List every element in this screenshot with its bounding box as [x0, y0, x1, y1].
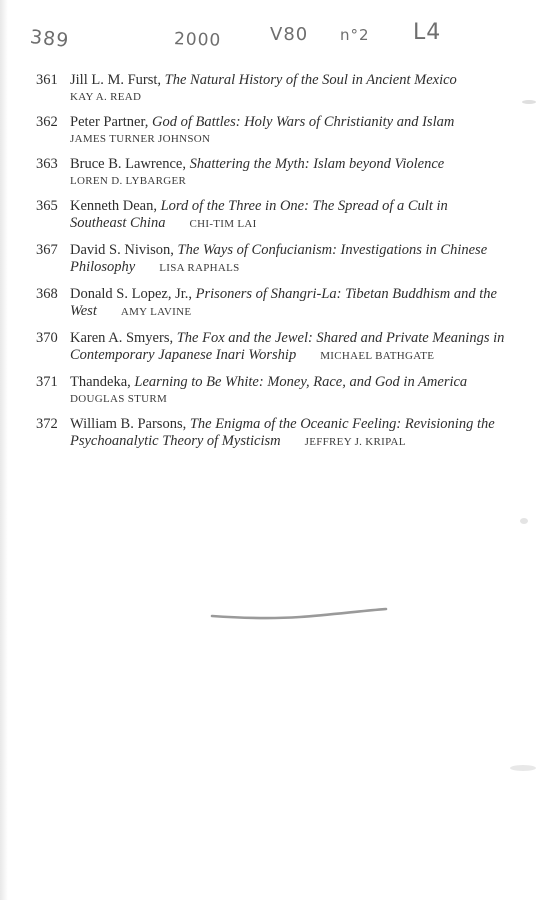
paper-smudge: [520, 518, 528, 524]
entry-text: [70, 198, 506, 233]
entry-text: [70, 242, 506, 277]
page-number: 367: [36, 242, 58, 258]
list-item: [36, 330, 506, 365]
review-contents-list: [36, 72, 506, 460]
page-number: 361: [36, 72, 58, 88]
entry-text: [70, 72, 506, 105]
handwritten-note: n°2: [340, 26, 370, 44]
entry-text: [70, 330, 506, 365]
list-item: [36, 286, 506, 321]
book-title: The Ways of Confucianism: Investigations in Chinese Philosophy: [70, 242, 488, 275]
book-title: The Fox and the Jewel: Shared and Private Meanings in Contemporary Japanese Inari Worship: [70, 330, 505, 363]
page-number: 362: [36, 114, 58, 130]
reviewer-name: JEFFREY J. KRIPAL: [304, 436, 406, 448]
reviewer-name: DOUGLAS STURM: [70, 393, 168, 405]
list-item: [36, 374, 506, 407]
book-title: Learning to Be White: Money, Race, and God in America: [134, 374, 468, 390]
list-item: [36, 114, 506, 147]
list-item: [36, 198, 506, 233]
page-number: 363: [36, 156, 58, 172]
book-author: Donald S. Lopez, Jr.,: [70, 286, 196, 302]
entry-text: [70, 286, 506, 321]
page-number: 365: [36, 198, 58, 214]
reviewer-name: MICHAEL BATHGATE: [320, 350, 435, 362]
page-number: 372: [36, 416, 58, 432]
handwritten-note: L4: [413, 20, 442, 45]
book-title: Lord of the Three in One: The Spread of a Cult in Southeast China: [70, 198, 448, 231]
list-item: [36, 416, 506, 451]
list-item: [36, 72, 506, 105]
reviewer-name: LOREN D. LYBARGER: [70, 175, 187, 187]
book-title: The Enigma of the Oceanic Feeling: Revisioning the Psychoanalytic Theory of Mysticism: [70, 416, 495, 449]
list-item: [36, 156, 506, 189]
reviewer-name: LISA RAPHALS: [159, 262, 240, 274]
pencil-stroke-mark: [210, 602, 390, 626]
book-author: Kenneth Dean,: [70, 198, 161, 214]
book-author: William B. Parsons,: [70, 416, 190, 432]
book-author: Bruce B. Lawrence,: [70, 156, 190, 172]
entry-text: [70, 114, 506, 147]
entry-text: [70, 416, 506, 451]
book-author: Thandeka,: [70, 374, 135, 390]
entry-text: [70, 156, 506, 189]
book-title: Shattering the Myth: Islam beyond Violence: [189, 156, 445, 172]
book-author: Karen A. Smyers,: [70, 330, 177, 346]
reviewer-name: JAMES TURNER JOHNSON: [70, 133, 211, 145]
scan-edge-shadow: [0, 0, 8, 900]
handwritten-notations: [0, 22, 544, 58]
page-number: 371: [36, 374, 58, 390]
page-number: 368: [36, 286, 58, 302]
book-author: Jill L. M. Furst,: [70, 72, 165, 88]
list-item: [36, 242, 506, 277]
paper-smudge: [522, 100, 536, 104]
book-author: David S. Nivison,: [70, 242, 178, 258]
paper-smudge: [510, 765, 536, 771]
entry-text: [70, 374, 506, 407]
book-title: Prisoners of Shangri-La: Tibetan Buddhism and the West: [70, 286, 497, 319]
reviewer-name: CHI-TIM LAI: [189, 218, 257, 230]
book-author: Peter Partner,: [70, 114, 152, 130]
reviewer-name: AMY LAVINE: [120, 306, 192, 318]
handwritten-note: 389: [28, 26, 71, 52]
book-title: God of Battles: Holy Wars of Christianity and Islam: [151, 114, 455, 130]
page-number: 370: [36, 330, 58, 346]
handwritten-note: 2000: [173, 29, 222, 51]
book-title: The Natural History of the Soul in Ancient Mexico: [164, 72, 457, 88]
reviewer-name: KAY A. READ: [70, 91, 142, 103]
handwritten-note: V80: [270, 24, 309, 45]
